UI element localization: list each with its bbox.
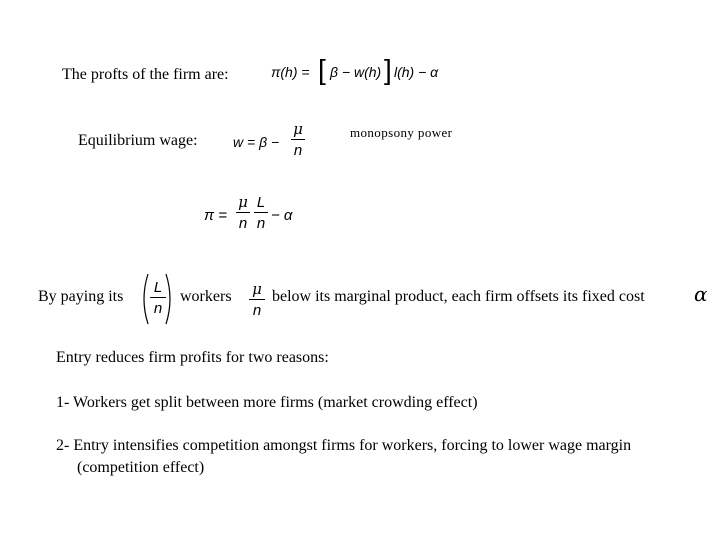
profits-eq-bracket-close: ] [384, 54, 392, 85]
profits-eq-lhs: π(h) = [271, 64, 310, 80]
fraction-bar [236, 212, 250, 213]
pi-eq-fraction-1 [236, 194, 250, 232]
profits-eq-rest: l(h) − α [394, 64, 439, 80]
pi-eq-lhs: π = [204, 207, 227, 224]
paying-post-text: below its marginal product, each firm offsets its fixed cost [272, 288, 645, 305]
pi-eq-numerator-2: L [256, 194, 266, 211]
pi-eq-fraction-2 [254, 194, 268, 232]
pi-eq-rest: − α [271, 207, 293, 224]
labor-fraction-denominator: n [153, 300, 163, 317]
paying-mid-text: workers [180, 288, 232, 305]
pi-eq-denominator-1: n [238, 215, 248, 232]
wage-eq-denominator: n [293, 142, 303, 159]
labor-fraction-numerator: L [153, 279, 163, 296]
fraction-bar [249, 299, 265, 300]
markdown-fraction-denominator: n [252, 302, 262, 319]
pi-eq-denominator-2: n [256, 215, 266, 232]
entry-reason-1: 1- Workers get split between more firms (market crowding effect) [56, 394, 478, 411]
pi-eq-numerator-1: μ [238, 193, 248, 211]
profits-eq-inner: β − w(h) [330, 64, 382, 80]
wage-eq-lhs: w = β − [233, 134, 280, 150]
profits-eq-bracket-open: [ [318, 54, 326, 85]
monopsony-note: monopsony power [350, 125, 453, 140]
profits-label: The profts of the firm are: [62, 66, 229, 83]
fraction-bar [254, 212, 268, 213]
wage-eq-numerator: μ [293, 120, 303, 138]
fixed-cost-alpha: α [694, 282, 708, 306]
entry-reason-2-line-1: 2- Entry intensifies competition amongst firms for workers, forcing to lower wage margin [56, 437, 632, 454]
wage-label: Equilibrium wage: [78, 132, 198, 149]
wage-eq-fraction [291, 121, 305, 159]
fraction-bar [291, 139, 305, 140]
markdown-fraction-numerator: μ [252, 280, 262, 298]
entry-intro: Entry reduces firm profits for two reasons: [56, 349, 329, 366]
markdown-fraction [249, 281, 265, 319]
entry-reason-2-line-2: (competition effect) [77, 459, 205, 476]
left-paren [138, 272, 150, 326]
paying-pre-text: By paying its [38, 288, 124, 305]
right-paren [164, 272, 176, 326]
